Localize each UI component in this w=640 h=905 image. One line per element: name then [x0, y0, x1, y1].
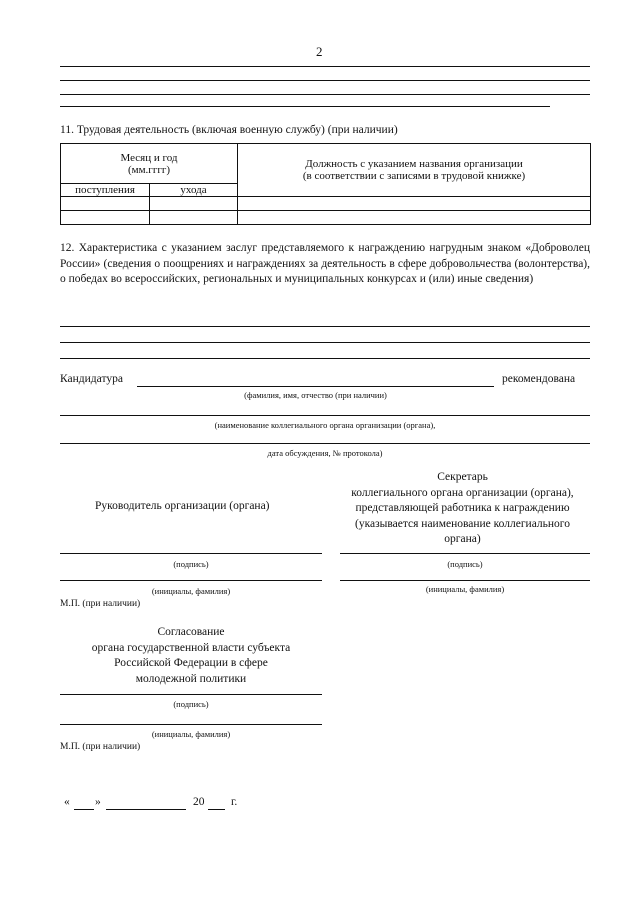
month-field[interactable] [106, 809, 186, 810]
secretary-initials-field[interactable] [340, 580, 590, 581]
blank-line[interactable] [60, 106, 550, 107]
table-cell[interactable] [238, 197, 591, 211]
signature-caption: (подпись) [173, 559, 209, 569]
page-number: 2 [316, 44, 323, 59]
discussion-date-field[interactable] [60, 443, 590, 444]
candidacy-label: Кандидатура [60, 373, 123, 385]
section-12-text: 12. Характеристика с указанием заслуг представляемого к награждению нагрудным знаком «Доброволец России» (сведения о поощрениях и награждениях за деятельность в сфере добровольчества (волонтерства), о победах во всероссийских, региональных и муниципальных конкурсах и (или) иные сведения) [60, 242, 590, 285]
blank-line[interactable] [60, 80, 590, 81]
table-cell[interactable] [61, 197, 150, 211]
year-field[interactable] [208, 809, 225, 810]
blank-line[interactable] [60, 358, 590, 359]
date-column-header: Месяц и год (мм.гггг) [61, 144, 238, 184]
initials-caption: (инициалы, фамилия) [151, 586, 231, 596]
head-initials-field[interactable] [60, 580, 322, 581]
collegial-body-field[interactable] [60, 415, 590, 416]
org-caption: (наименование коллегиального органа организации (органа), [214, 420, 436, 430]
blank-line[interactable] [60, 342, 590, 343]
year-prefix: 20 [193, 796, 205, 808]
stamp-note: М.П. (при наличии) [60, 742, 141, 752]
blank-line[interactable] [60, 326, 590, 327]
blank-line[interactable] [60, 94, 590, 95]
work-history-table [60, 143, 591, 225]
blank-line[interactable] [60, 66, 590, 67]
date-close-quote: » [95, 796, 101, 808]
approval-signature-field[interactable] [60, 694, 322, 695]
approval-initials-field[interactable] [60, 724, 322, 725]
signature-caption: (подпись) [173, 699, 209, 709]
initials-caption: (инициалы, фамилия) [151, 729, 231, 739]
date-in-header: поступления [61, 184, 150, 197]
initials-caption: (инициалы, фамилия) [425, 584, 505, 594]
head-signature-field[interactable] [60, 553, 322, 554]
candidate-name-field[interactable] [137, 386, 494, 387]
date-open-quote: « [64, 796, 70, 808]
table-cell[interactable] [61, 211, 150, 225]
position-column-header: Должность с указанием названия организации (в соответствии с записями в трудовой книжке) [238, 144, 591, 197]
signature-caption: (подпись) [447, 559, 483, 569]
day-field[interactable] [74, 809, 94, 810]
secretary-title: Секретарь коллегиального органа организации (органа), представляющей работника к награждению (указывается наименование коллегиального органа) [351, 471, 574, 545]
stamp-note: М.П. (при наличии) [60, 599, 141, 609]
date-caption: дата обсуждения, № протокола) [267, 448, 383, 458]
approval-title: Согласование органа государственной власти субъекта Российской Федерации в сфере молодежной политики [91, 626, 291, 685]
section-11-title: 11. Трудовая деятельность (включая военную службу) (при наличии) [60, 124, 398, 136]
fio-caption: (фамилия, имя, отчество (при наличии) [244, 390, 387, 400]
year-suffix: г. [231, 796, 238, 808]
recommended-label: рекомендована [502, 373, 576, 385]
table-cell[interactable] [150, 197, 238, 211]
head-title: Руководитель организации (органа) [95, 500, 270, 512]
date-out-header: ухода [150, 184, 238, 197]
table-cell[interactable] [150, 211, 238, 225]
table-cell[interactable] [238, 211, 591, 225]
secretary-signature-field[interactable] [340, 553, 590, 554]
